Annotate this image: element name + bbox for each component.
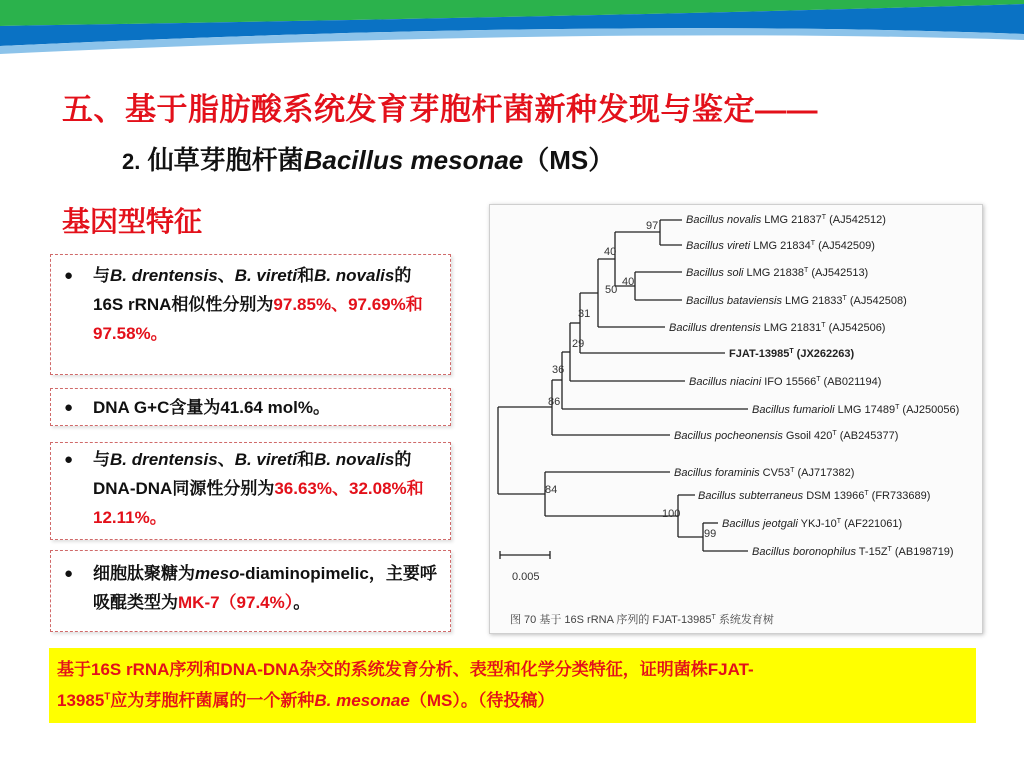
taxon-label: Bacillus bataviensis LMG $21833^T$ (AJ542508): [686, 295, 907, 307]
taxon-label: Bacillus subterraneus DSM $13966^T$ (FR733689): [698, 490, 931, 502]
subtitle-latin: Bacillus mesonae: [303, 145, 524, 175]
taxon-label: Bacillus niacini IFO $15566^T$ (AB021194): [689, 376, 882, 388]
bootstrap-label: 40: [622, 276, 635, 288]
conclusion-mid: 应为芽胞杆菌属的一个新种: [110, 691, 315, 710]
bullet-dot-icon: ●: [64, 399, 74, 416]
taxon-label: Bacillus pocheonensis Gsoil $420^T$ (AB245377): [674, 430, 899, 442]
phylogenetic-tree-figure: [489, 204, 983, 634]
bullet-dot-icon: ●: [64, 451, 74, 468]
scale-bar-label: 0.005: [512, 571, 540, 583]
bullet-box-gc: [50, 388, 451, 426]
bullet-box-16s: [50, 254, 451, 375]
bootstrap-label: 31: [578, 308, 591, 320]
slide-subtitle: [122, 140, 614, 177]
taxon-label: Bacillus soli LMG $21838^T$ (AJ542513): [686, 267, 869, 279]
taxon-label: Bacillus jeotgali YKJ-$10^T$ (AF221061): [722, 518, 903, 530]
bullet-text: 与B. drentensis、B. vireti和B. novalis的DNA-DNA同源性分别为36.63%、32.08%和12.11%。: [93, 450, 424, 527]
taxon-label: Bacillus fumarioli LMG $17489^T$ (AJ250056): [752, 404, 960, 416]
bullet-dot-icon: ●: [64, 565, 74, 582]
bullet-text: DNA G+C含量为41.64 mol%。: [93, 398, 330, 417]
conclusion-text: 基于16S rRNA序列和DNA-DNA杂交的系统发育分析、表型和化学分类特征，证明菌株FJAT-: [57, 660, 754, 679]
tree-svg: [490, 205, 982, 633]
bootstrap-label: 29: [572, 338, 585, 350]
tree-taxa-labels: [669, 214, 959, 558]
bullet-dot-icon: ●: [64, 267, 74, 284]
bootstrap-label: 36: [552, 364, 565, 376]
conclusion-box: [49, 648, 976, 723]
taxon-label-focal-strain: FJAT-$13985^T$ (JX262263): [729, 348, 855, 360]
section-heading: 基因型特征: [62, 206, 203, 237]
conclusion-strain: 13985: [57, 691, 105, 710]
bootstrap-label: 100: [662, 508, 681, 520]
bootstrap-label: 86: [548, 396, 561, 408]
slide-title: 五、基于脂肪酸系统发育芽胞杆菌新种发现与鉴定——: [62, 92, 818, 127]
taxon-label: Bacillus novalis LMG $21837^T$ (AJ542512): [686, 214, 886, 226]
header-banner: [0, 0, 1024, 70]
bootstrap-label: 97: [646, 220, 659, 232]
conclusion-species: B. mesonae: [314, 691, 410, 710]
conclusion-tail: （MS）。（待投稿）: [409, 691, 555, 710]
taxon-label: Bacillus vireti LMG $21834^T$ (AJ542509): [686, 240, 875, 252]
bootstrap-label: 99: [704, 528, 717, 540]
conclusion-strain-sup: T: [104, 691, 111, 703]
subtitle-number: 2.: [122, 149, 141, 174]
bullet-box-peptidoglycan: [50, 550, 451, 632]
bullet-box-dna-dna: [50, 442, 451, 540]
bootstrap-label: 84: [545, 484, 558, 496]
taxon-label: Bacillus boronophilus $T-15Z^T$ (AB198719): [752, 546, 954, 558]
bootstrap-label: 50: [605, 284, 618, 296]
figure-caption: 图 70 基于 16S rRNA 序列的 FJAT-$13985^T$ 系统发育树: [510, 614, 774, 626]
taxon-label: Bacillus drentensis LMG $21831^T$ (AJ542506): [669, 322, 886, 334]
bullet-text: 与B. drentensis、B. vireti和B. novalis的16S rRNA相似性分别为97.85%、97.69%和97.58%。: [93, 266, 423, 343]
taxon-label: Bacillus foraminis $CV53^T$ (AJ717382): [674, 467, 855, 479]
bootstrap-label: 40: [604, 246, 617, 258]
subtitle-chinese: 仙草芽胞杆菌: [147, 145, 304, 175]
bullet-text: 细胞肽聚糖为meso-diaminopimelic，主要呼吸醌类型为MK-7（97.4%）。: [93, 564, 437, 612]
subtitle-suffix: （MS）: [523, 145, 615, 175]
